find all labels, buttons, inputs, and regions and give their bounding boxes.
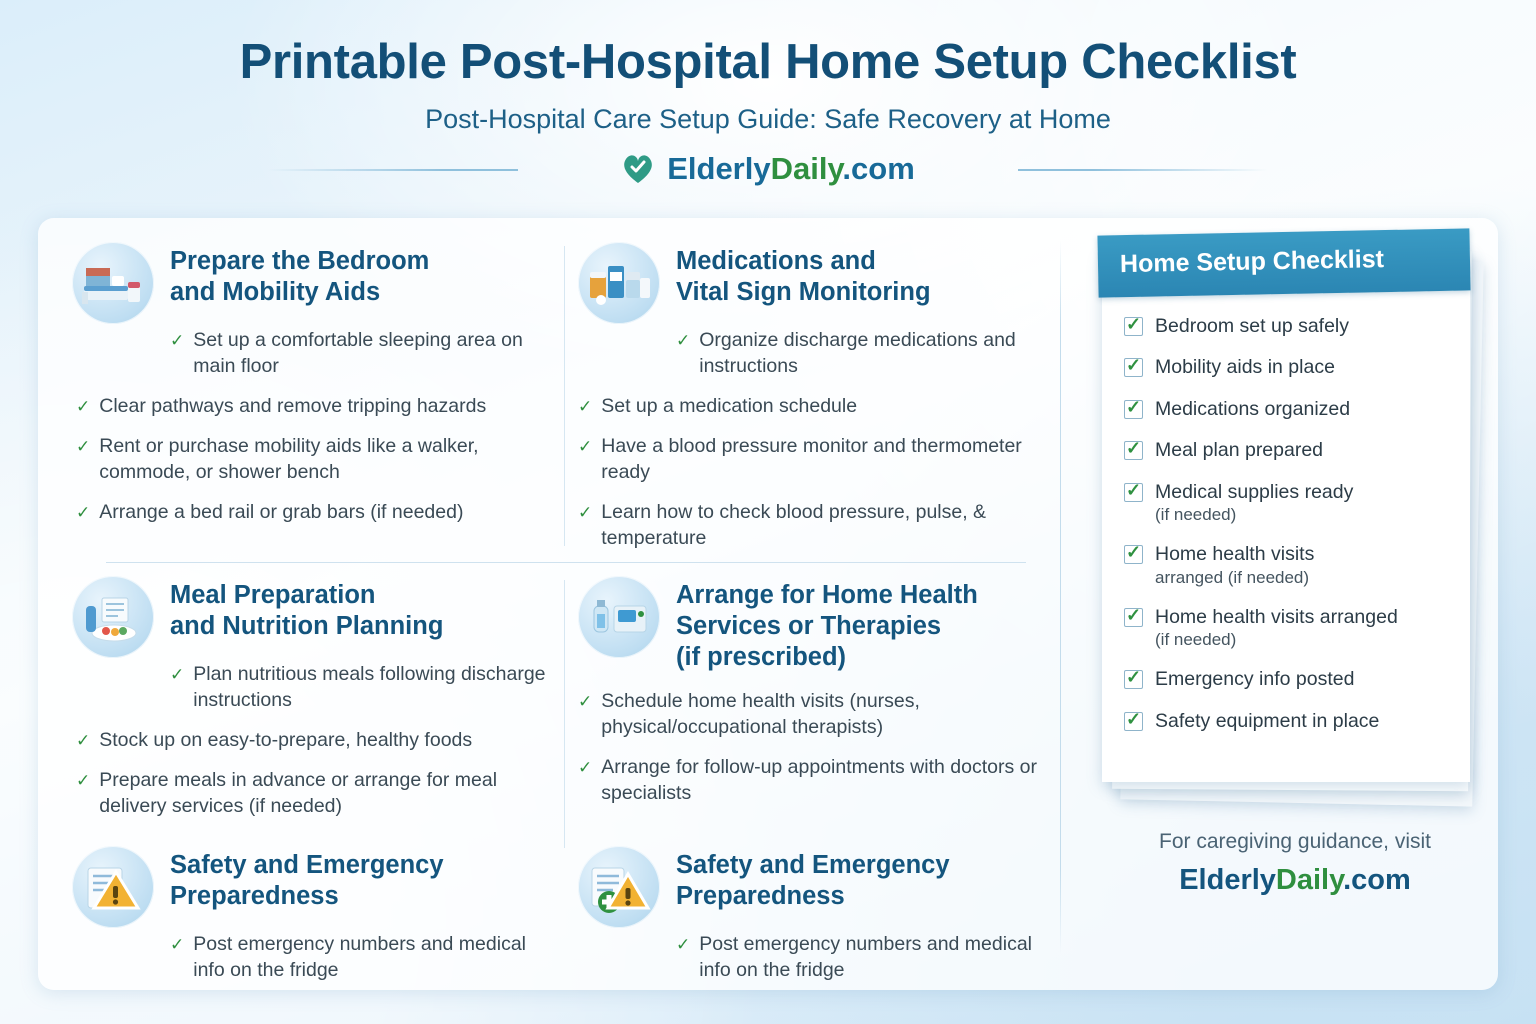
checklist-row[interactable] <box>1124 355 1456 379</box>
brand-bar <box>0 151 1536 187</box>
checkbox-icon[interactable] <box>1124 400 1143 419</box>
check-icon: ✓ <box>76 730 91 750</box>
check-icon: ✓ <box>170 331 185 350</box>
footer-brand-part-1: Elderly <box>1179 864 1276 896</box>
warning-medical-icon <box>578 846 660 928</box>
checkbox-icon[interactable] <box>1124 358 1143 377</box>
list-item: ✓ Schedule home health visits (nurses, physical/occupational therapists) <box>578 690 920 739</box>
checklist-label: Meal plan prepared <box>1155 439 1324 462</box>
check-icon: ✓ <box>578 692 593 712</box>
checklist-row[interactable] <box>1124 480 1456 526</box>
section-items <box>76 728 557 820</box>
list-item: ✓ Rent or purchase mobility aids like a walker, commode, or shower bench <box>76 434 479 483</box>
list-item: ✓ Clear pathways and remove tripping hazards <box>76 394 557 420</box>
section-first-item: ✓ Organize discharge medications and instructions <box>676 329 1016 377</box>
content-card <box>38 218 1498 990</box>
check-icon: ✓ <box>76 770 91 790</box>
checklist-items <box>1124 314 1456 750</box>
medication-icon <box>578 242 660 324</box>
section-first-item: ✓ Post emergency numbers and medical info on the fridge <box>676 933 1032 981</box>
checklist-header <box>1097 228 1470 297</box>
check-icon: ✓ <box>578 758 593 778</box>
footer-brand[interactable] <box>1100 864 1490 897</box>
checklist-label: Medications organized <box>1155 397 1351 420</box>
check-icon: ✓ <box>676 935 691 954</box>
checklist-label-text: Home health visits arranged <box>1155 605 1398 628</box>
check-icon: ✓ <box>76 396 91 416</box>
checklist-label: Emergency info posted <box>1155 668 1355 691</box>
footer-brand-part-3: .com <box>1343 864 1411 896</box>
section-title: Medications and Vital Sign Monitoring <box>676 247 931 307</box>
checklist-label <box>1155 480 1353 526</box>
section-first-item: ✓ Set up a comfortable sleeping area on main floor <box>170 329 523 377</box>
section-home-health-services <box>578 576 1063 821</box>
brand-rule-left <box>268 169 518 171</box>
check-icon: ✓ <box>170 935 185 954</box>
footer-brand-part-2: Daily <box>1275 864 1344 896</box>
checklist-label <box>1155 542 1314 588</box>
checkbox-icon[interactable] <box>1124 608 1143 627</box>
checklist-heading: Home Setup Checklist <box>1119 245 1385 279</box>
footer-note <box>1100 830 1490 897</box>
list-item: ✓ Stock up on easy-to-prepare, healthy foods <box>76 728 557 754</box>
bedroom-icon <box>72 242 154 324</box>
checklist-row[interactable] <box>1124 397 1456 421</box>
section-title: Arrange for Home Health Services or Therapies (if prescribed) <box>676 581 978 672</box>
brand-part-3: .com <box>842 151 915 186</box>
checkbox-icon[interactable] <box>1124 317 1143 336</box>
section-meal-nutrition <box>72 576 557 834</box>
checklist-row[interactable] <box>1124 438 1456 462</box>
section-items <box>578 689 1063 807</box>
check-icon: ✓ <box>170 665 185 684</box>
checkbox-icon[interactable] <box>1124 441 1143 460</box>
check-icon: ✓ <box>76 436 91 456</box>
meal-icon <box>72 576 154 658</box>
section-medications-vitals <box>578 242 1063 565</box>
section-safety-emergency-right <box>578 846 1063 998</box>
section-safety-emergency-left <box>72 846 557 998</box>
check-icon: ✓ <box>578 436 593 456</box>
checklist-label: Safety equipment in place <box>1155 709 1380 732</box>
checklist-label: Bedroom set up safely <box>1155 315 1350 337</box>
checklist-paper-stack <box>1100 240 1480 800</box>
list-item: ✓ Set up a medication schedule <box>578 394 1063 420</box>
checkbox-icon[interactable] <box>1124 670 1143 689</box>
section-title: Safety and Emergency Preparedness <box>170 851 444 911</box>
list-item: ✓ Prepare meals in advance or arrange for meal delivery services (if needed) <box>76 768 498 817</box>
footer-text: For caregiving guidance, visit <box>1159 830 1431 853</box>
list-item: ✓ Arrange a bed rail or grab bars (if needed) <box>76 500 557 526</box>
section-title: Prepare the Bedroom and Mobility Aids <box>170 247 430 307</box>
list-item: ✓ Learn how to check blood pressure, pulse, & temperature <box>578 500 987 549</box>
page-title: Printable Post-Hospital Home Setup Checklist <box>239 35 1297 89</box>
page-subtitle: Post-Hospital Care Setup Guide: Safe Recovery at Home <box>425 104 1111 134</box>
list-item: ✓ Arrange for follow-up appointments with doctors or specialists <box>578 756 1037 805</box>
checklist-row[interactable] <box>1124 667 1456 691</box>
check-icon: ✓ <box>578 502 593 522</box>
checklist-row[interactable] <box>1124 314 1456 338</box>
list-item: ✓ Have a blood pressure monitor and thermometer ready <box>578 434 1022 483</box>
brand-part-1: Elderly <box>667 151 771 186</box>
checkbox-icon[interactable] <box>1124 545 1143 564</box>
check-icon: ✓ <box>578 396 593 416</box>
heart-icon <box>621 153 655 185</box>
checklist-label-text: Medical supplies ready <box>1155 480 1354 503</box>
check-icon: ✓ <box>676 331 691 350</box>
section-first-item: ✓ Plan nutritious meals following discharge instructions <box>170 663 546 711</box>
checklist-label-text: Home health visits <box>1155 543 1315 566</box>
section-title: Safety and Emergency Preparedness <box>676 851 950 911</box>
page-header <box>0 0 1536 187</box>
section-title: Meal Preparation and Nutrition Planning <box>170 581 444 641</box>
section-items <box>76 394 557 526</box>
checkbox-icon[interactable] <box>1124 712 1143 731</box>
warning-document-icon <box>72 846 154 928</box>
home-health-equipment-icon <box>578 576 660 658</box>
checklist-row[interactable] <box>1124 605 1456 651</box>
sections-area <box>66 232 1066 980</box>
check-icon: ✓ <box>76 502 91 522</box>
brand-part-2: Daily <box>770 151 843 186</box>
checklist-label-note: arranged (if needed) <box>1155 567 1310 587</box>
checklist-label: Mobility aids in place <box>1155 356 1335 379</box>
checklist-card <box>1102 245 1470 782</box>
section-bedroom-mobility <box>72 242 557 540</box>
checklist-row[interactable] <box>1124 709 1456 733</box>
checklist-row[interactable] <box>1124 542 1456 588</box>
section-first-item: ✓ Post emergency numbers and medical info on the fridge <box>170 933 526 981</box>
checkbox-icon[interactable] <box>1124 483 1143 502</box>
checklist-label-note: (if needed) <box>1155 504 1237 524</box>
section-items <box>578 394 1063 552</box>
brand-rule-right <box>1018 169 1268 171</box>
brand-name[interactable] <box>667 151 915 187</box>
checklist-label <box>1155 605 1398 651</box>
checklist-label-note: (if needed) <box>1155 630 1237 650</box>
